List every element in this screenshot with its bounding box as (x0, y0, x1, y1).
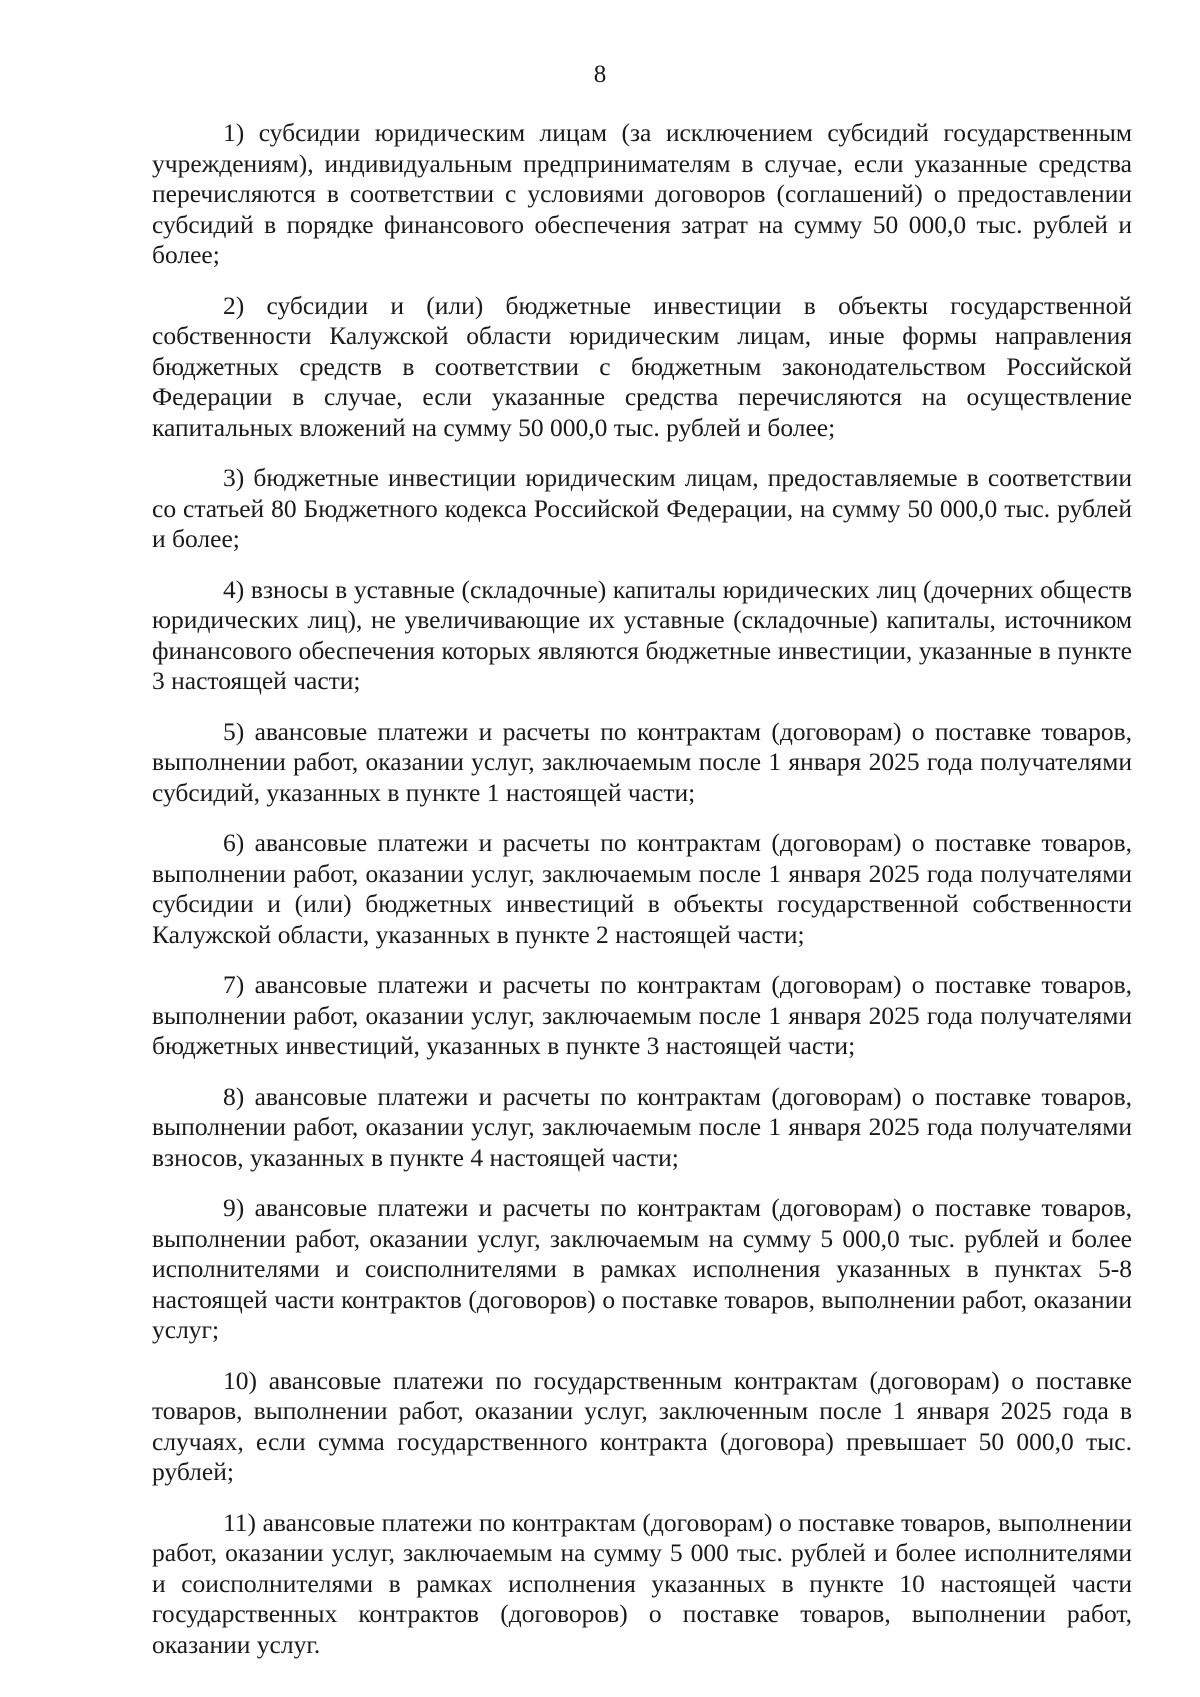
paragraph-item-7: 7) авансовые платежи и расчеты по контрактам (договорам) о поставке товаров, выполнении работ, оказании услуг, заключаемым после 1 января 2025 года получателями бюджетных инвестиций, указанных в пункте 3 настоящей части; (152, 970, 1132, 1060)
paragraph-item-11: 11) авансовые платежи по контрактам (договорам) о поставке товаров, выполнении работ, оказании услуг, заключаемым на сумму 5 000 тыс. рублей и более исполнителями и соисполнителями в рамках исполнения указанных в пункте 10 настоящей части государственных контрактов (договоров) о поставке товаров, выполнении работ, оказании услуг. (152, 1507, 1132, 1659)
paragraph-item-8: 8) авансовые платежи и расчеты по контрактам (договорам) о поставке товаров, выполнении работ, оказании услуг, заключаемым после 1 января 2025 года получателями взносов, указанных в пункте 4 настоящей части; (152, 1081, 1132, 1172)
paragraph-item-4: 4) взносы в уставные (складочные) капиталы юридических лиц (дочерних обществ юридических лиц), не увеличивающие их уставные (складочные) капиталы, источником финансового обеспечения которых являются бюджетные инвестиции, указанные в пункте 3 настоящей части; (152, 574, 1132, 695)
page-number: 8 (593, 61, 607, 88)
document-body (152, 118, 1132, 1680)
paragraph-item-9: 9) авансовые платежи и расчеты по контрактам (договорам) о поставке товаров, выполнении работ, оказании услуг, заключаемым на сумму 5 000,0 тыс. рублей и более исполнителями и соисполнителями в рамках исполнения указанных в пунктах 5-8 настоящей части контрактов (договоров) о поставке товаров, выполнении работ, оказании услуг; (152, 1193, 1132, 1344)
paragraph-item-5: 5) авансовые платежи и расчеты по контрактам (договорам) о поставке товаров, выполнении работ, оказании услуг, заключаемым после 1 января 2025 года получателями субсидий, указанных в пункте 1 настоящей части; (152, 716, 1132, 807)
paragraph-item-1: 1) субсидии юридическим лицам (за исключением субсидий государственным учреждениям), индивидуальным предпринимателям в случае, если указанные средства перечисляются в соответствии с условиями договоров (соглашений) о предоставлении субсидий в порядке финансового обеспечения затрат на сумму 50 000,0 тыс. рублей и более; (152, 118, 1132, 269)
paragraph-item-3: 3) бюджетные инвестиции юридическим лицам, предоставляемые в соответствии со статьей 80 Бюджетного кодекса Российской Федерации, на сумму 50 000,0 тыс. рублей и более; (152, 463, 1132, 553)
paragraph-item-2: 2) субсидии и (или) бюджетные инвестиции в объекты государственной собственности Калужской области юридическим лицам, иные формы направления бюджетных средств в соответствии с бюджетным законодательством Российской Федерации в случае, если указанные средства перечисляются на осуществление капитальных вложений на сумму 50 000,0 тыс. рублей и более; (152, 290, 1132, 442)
paragraph-item-6: 6) авансовые платежи и расчеты по контрактам (договорам) о поставке товаров, выполнении работ, оказании услуг, заключаемым после 1 января 2025 года получателями субсидии и (или) бюджетных инвестиций в объекты государственной собственности Калужской области, указанных в пункте 2 настоящей части; (152, 828, 1132, 949)
paragraph-item-10: 10) авансовые платежи по государственным контрактам (договорам) о поставке товаров, выполнении работ, оказании услуг, заключенным после 1 января 2025 года в случаях, если сумма государственного контракта (договора) превышает 50 000,0 тыс. рублей; (152, 1365, 1132, 1486)
